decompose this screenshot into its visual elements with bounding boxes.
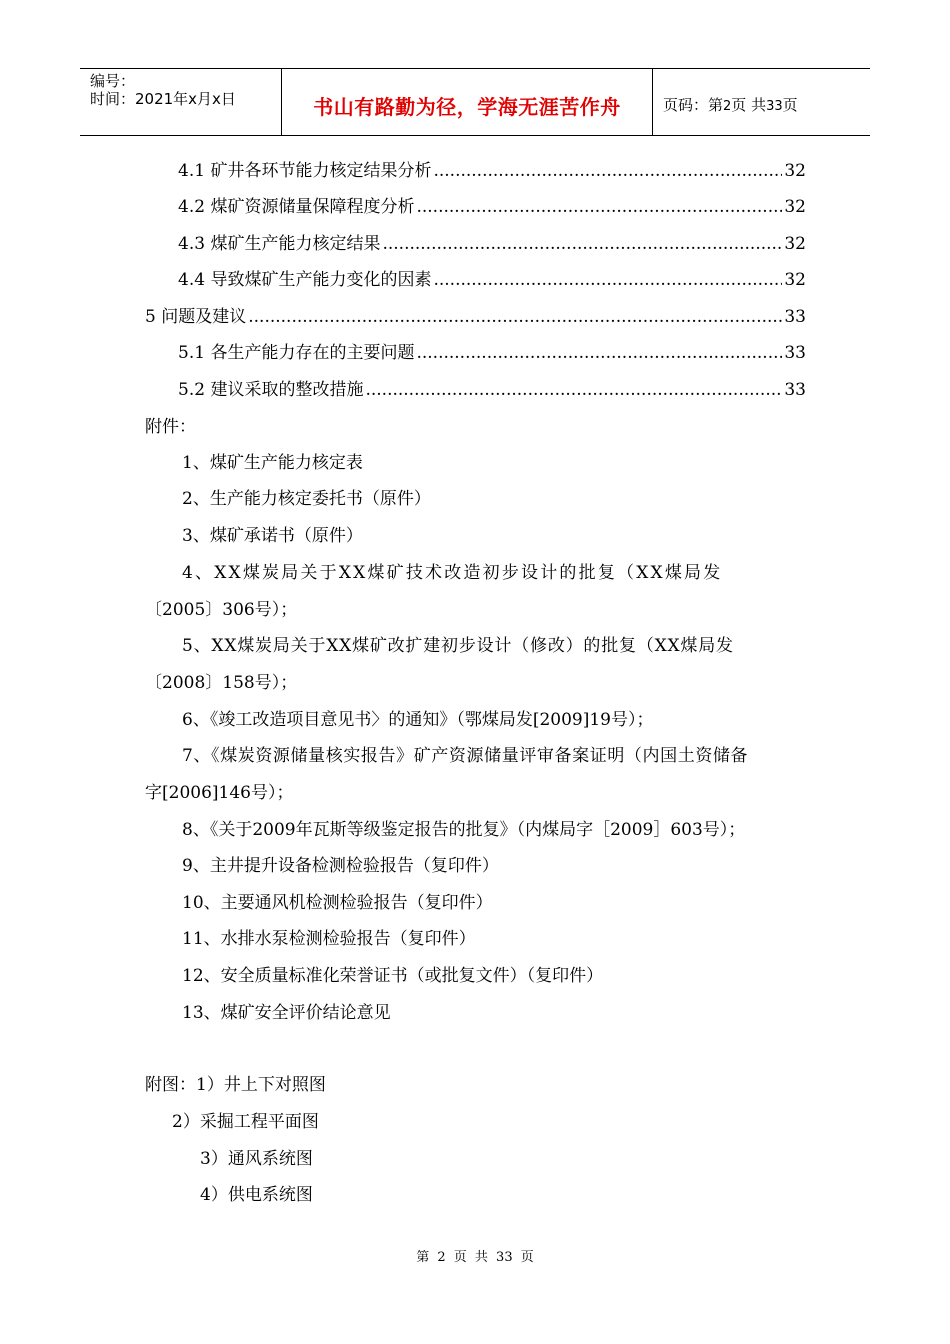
toc-leader-dots	[433, 160, 782, 182]
toc-entry-page: 33	[784, 380, 806, 400]
figure-item: 4）供电系统图	[200, 1185, 313, 1205]
toc-entry-label: 4.2 煤矿资源储量保障程度分析	[178, 197, 415, 217]
page-footer: 第 2 页 共 33 页	[416, 1250, 534, 1265]
toc-entry-label: 5 问题及建议	[145, 307, 247, 327]
toc-entry-page: 33	[784, 343, 806, 363]
attachment-item: 6、《竣工改造项目意见书〉的通知》（鄂煤局发[2009]19号）；	[182, 710, 654, 730]
toc-entry-page: 32	[784, 161, 806, 181]
page-suffix: 页	[782, 96, 798, 114]
attachment-item: 1、煤矿生产能力核定表	[182, 453, 363, 473]
toc-entry[interactable]	[178, 233, 806, 255]
document-number-label: 编号：	[90, 72, 136, 90]
header-page-cell	[653, 69, 870, 135]
header-motto-cell	[281, 69, 653, 135]
toc-entry-page: 32	[784, 234, 806, 254]
toc-entry[interactable]	[178, 160, 806, 182]
attachment-item: 9、主井提升设备检测检验报告（复印件）	[182, 856, 499, 876]
page-header	[80, 68, 870, 136]
attachment-item: 11、水排水泵检测检验报告（复印件）	[182, 929, 476, 949]
figure-item: 2）采掘工程平面图	[172, 1112, 319, 1132]
document-time-label: 时间：2021年x月x日	[90, 90, 236, 108]
attachment-item: 13、煤矿安全评价结论意见	[182, 1003, 391, 1023]
page-total: 33	[766, 99, 783, 114]
toc-entry-page: 32	[784, 197, 806, 217]
toc-leader-dots	[365, 379, 782, 401]
header-motto: 书山有路勤为径，学海无涯苦作舟	[313, 95, 621, 119]
attachment-item: 12、安全质量标准化荣誉证书（或批复文件）（复印件）	[182, 966, 604, 986]
page-prefix: 页码：第	[663, 96, 724, 114]
page-current: 2	[723, 99, 732, 114]
toc-entry[interactable]	[178, 196, 806, 218]
toc-entry-label: 4.4 导致煤矿生产能力变化的因素	[178, 270, 432, 290]
toc-entry-label: 5.1 各生产能力存在的主要问题	[178, 343, 415, 363]
toc-entry[interactable]	[145, 306, 806, 328]
attachment-item: 8、《关于2009年瓦斯等级鉴定报告的批复》（内煤局字［2009］603号）；	[182, 820, 746, 840]
toc-entry-label: 4.3 煤矿生产能力核定结果	[178, 234, 381, 254]
header-info-cell	[80, 69, 281, 135]
attachment-item-continued: 字[2006]146号）；	[145, 783, 294, 803]
toc-entry[interactable]	[178, 342, 806, 364]
toc-entry-label: 5.2 建议采取的整改措施	[178, 380, 364, 400]
attachment-item-continued: 〔2005〕306号）；	[145, 600, 298, 620]
attachment-item: 4、XX煤炭局关于XX煤矿技术改造初步设计的批复（XX煤局发	[182, 563, 723, 583]
attachments-title: 附件：	[145, 417, 196, 437]
header-page-info	[663, 94, 798, 115]
toc-leader-dots	[416, 196, 782, 218]
toc-entry-page: 32	[784, 270, 806, 290]
attachment-item: 2、生产能力核定委托书（原件）	[182, 489, 431, 509]
attachment-item: 5、XX煤炭局关于XX煤矿改扩建初步设计（修改）的批复（XX煤局发	[182, 636, 734, 656]
page-mid: 页 共	[731, 96, 767, 114]
figure-item: 附图：1）井上下对照图	[145, 1075, 326, 1095]
figure-item: 3）通风系统图	[200, 1149, 313, 1169]
toc-entry-page: 33	[784, 307, 806, 327]
toc-leader-dots	[416, 342, 782, 364]
toc-leader-dots	[248, 306, 782, 328]
attachment-item-continued: 〔2008〕158号）；	[145, 673, 298, 693]
attachment-item: 7、《煤炭资源储量核实报告》矿产资源储量评审备案证明（内国土资储备	[182, 746, 749, 766]
toc-entry-label: 4.1 矿井各环节能力核定结果分析	[178, 161, 432, 181]
attachment-item: 10、主要通风机检测检验报告（复印件）	[182, 893, 493, 913]
toc-leader-dots	[433, 269, 782, 291]
attachment-item: 3、煤矿承诺书（原件）	[182, 526, 363, 546]
toc-entry[interactable]	[178, 379, 806, 401]
toc-leader-dots	[382, 233, 782, 255]
toc-entry[interactable]	[178, 269, 806, 291]
